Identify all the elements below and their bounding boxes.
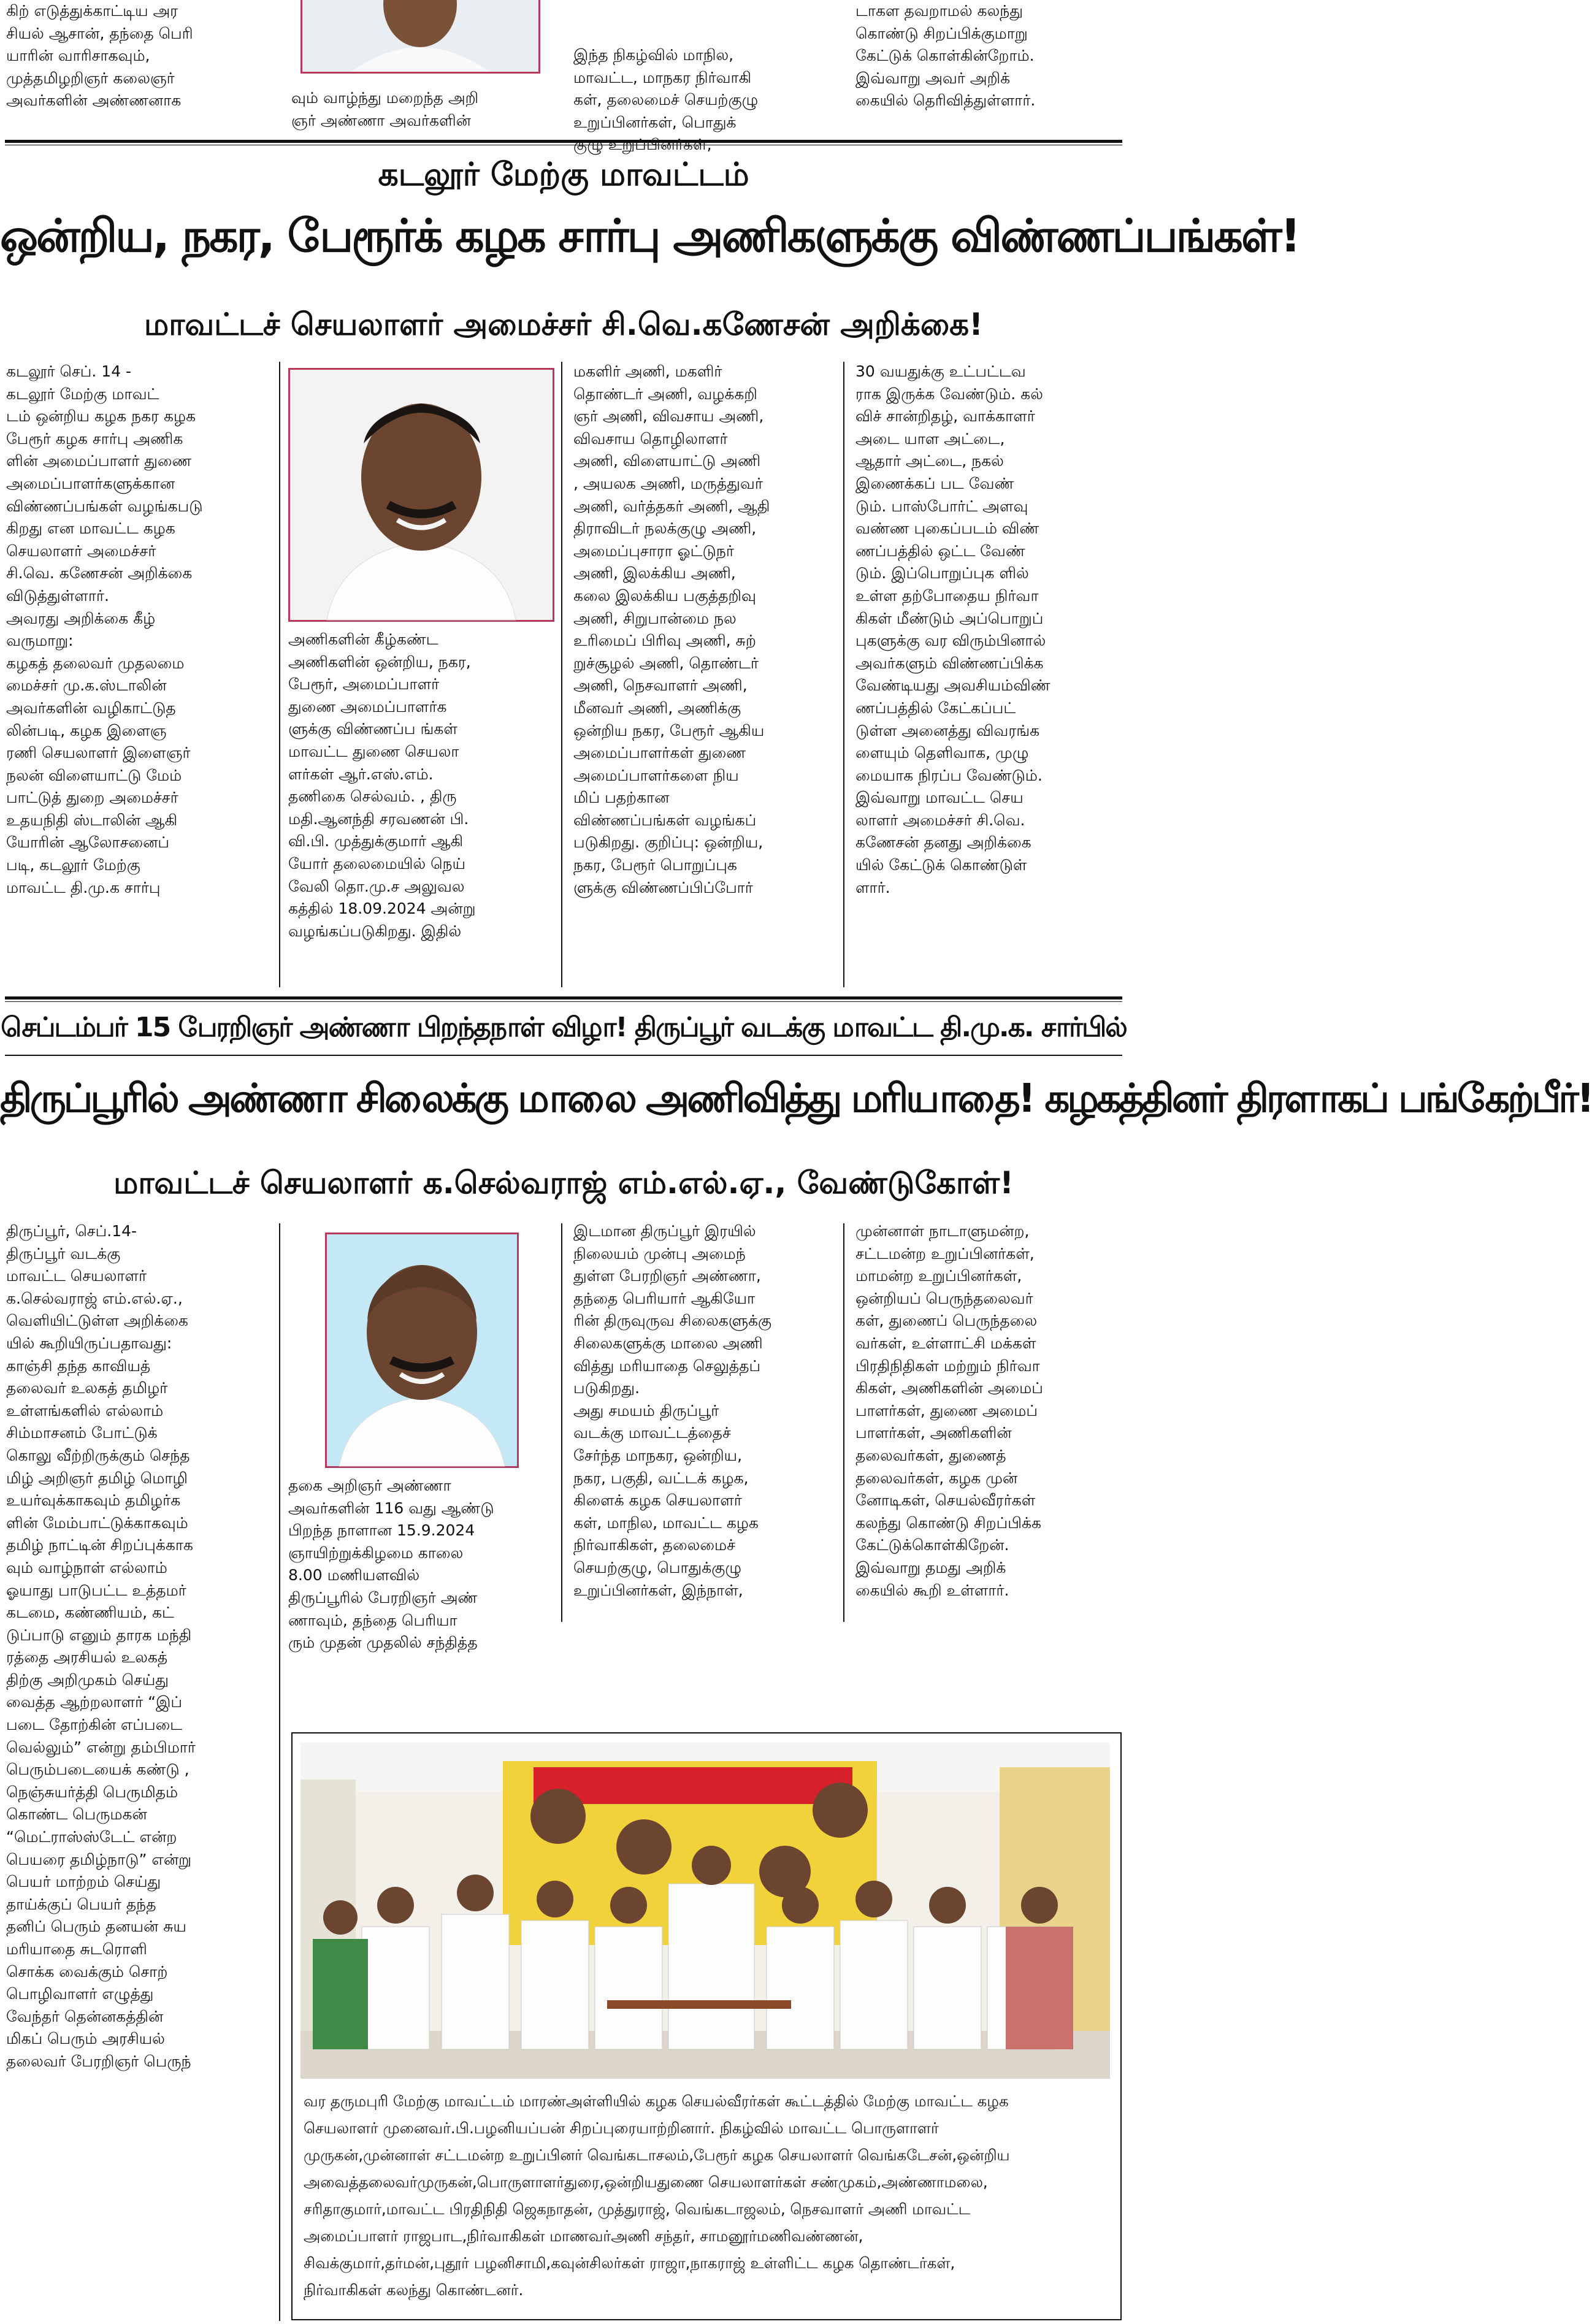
text-line: வி.பி. முத்துக்குமார் ஆகி [288,832,464,850]
article1-headline: ஒன்றிய, நகர, பேரூர்க் கழக சார்பு அணிகளுக்கு விண்ணப்பங்கள்! [0,210,1299,262]
text-line: பாட்டுத் துறை அமைச்சர் [6,789,178,807]
text-line: லாளர் அமைச்சர் சி.வெ. [855,811,1025,829]
text-line: தமிழ் நாட்டின் சிறப்புக்காக [6,1536,193,1554]
text-line: பாளர்கள், அணிகளின் [855,1424,1012,1442]
text-line: வர்கள், உள்ளாட்சி மக்கள் [855,1334,1036,1352]
text-line: வைத்த ஆற்றலாளர் “இப் [6,1693,182,1711]
text-line: யில் கூறியிருப்பதாவது: [6,1334,172,1352]
text-line: தலைவர்கள், துணைத் [855,1446,1006,1464]
text-line: அவர்களின் வழிகாட்டுத [6,698,176,717]
text-line: ஞாயிற்றுக்கிழமை காலை [288,1543,464,1562]
text-line: வேலி தொ.மு.ச அலுவல [288,877,465,895]
text-line: மகளிர் அணி, மகளிர் [573,362,722,380]
text-line: தலைவர் பேரறிஞர் பெருந் [6,2052,191,2070]
article1-kicker: கடலூர் மேற்கு மாவட்டம் [378,156,749,193]
column-rule-a1-3 [843,362,844,987]
text-line: வேந்தர் தென்னகத்தின் [6,2007,164,2025]
text-line: மீனவர் அணி, அணிக்கு [573,698,741,717]
article2-col1 [6,1220,270,2073]
text-line: ஆதார் அட்டை, நகல் [855,452,1004,470]
text-line: இவ்வாறு மாவட்ட செய [855,789,1024,807]
text-line: வும் வாழ்ந்து மறைந்த அறி [291,89,479,107]
text-line: கிகள், அணிகளின் அமைப் [855,1379,1043,1397]
text-line: கள், மாநில, மாவட்ட கழக [573,1513,759,1532]
text-line: கேட்டுக் கொள்கின்றோம். [855,47,1035,65]
text-line: வேண்டியது அவசியம்விண் [855,676,1050,695]
text-line: இணைக்கப் பட வேண் [855,474,1014,492]
text-line: நெஞ்சுயர்த்தி பெருமிதம் [6,1783,178,1801]
text-line: தணிகை செல்வம். , திரு [288,787,457,806]
text-line: மிப் பதற்கான [573,789,670,807]
text-line: ரணி செயலாளர் இளைஞர் [6,744,191,762]
text-line: கள், துணைப் பெருந்தலை [855,1312,1038,1330]
text-line: இடமான திருப்பூர் இரயில் [573,1222,756,1240]
text-line: தந்தை பெரியார் ஆகியோ [573,1289,756,1307]
text-line: ஞர் அணி, விவசாய அணி, [573,407,764,426]
column-rule-a2-2 [561,1223,562,1622]
event-photo-caption [304,2088,1107,2304]
event-photo [300,1743,1110,2079]
text-line: க.செல்வராஜ் எம்.எல்.ஏ., [6,1289,183,1307]
text-line: கையில் தெரிவித்துள்ளார். [855,91,1036,110]
text-line: றுச்சூழல் அணி, தொண்டர் [573,654,759,672]
text-line: ணாவும், தந்தை பெரியா [288,1611,457,1629]
text-line: பிறந்த நாளான 15.9.2024 [288,1521,475,1540]
text-line: சொக்க வைக்கும் சொற் [6,1962,168,1981]
text-line: பேரூர் கழக சார்பு அணிக [6,429,183,448]
text-line: காஞ்சி தந்த காவியத் [6,1356,151,1375]
article1-col4 [855,361,1119,899]
text-line: திருப்பூர், செப்.14- [6,1222,137,1240]
text-line: உள்ளங்களில் எல்லாம் [6,1401,164,1420]
text-line: அவர்களும் விண்ணப்பிக்க [855,654,1044,672]
column-rule-a2-1 [279,1223,280,2321]
text-line: ளுக்கு விண்ணப்ப ங்கள் [288,720,457,738]
text-line: மாவட்ட, மாநகர நிர்வாகி [573,68,752,86]
text-line: கேட்டுக்கொள்கிறேன். [855,1536,1009,1554]
text-line: மரியாதை சுடரொளி [6,1940,147,1958]
text-line: வும் வாழ்நாள் எல்லாம் [6,1558,167,1577]
text-line: கிளைக் கழக செயலாளர் [573,1491,742,1510]
text-line: ளர்கள் ஆர்.எஸ்.எம். [288,765,434,783]
text-line: அணிகளின் கீழ்கண்ட [288,630,438,648]
text-line: 8.00 மணியளவில் [288,1566,420,1584]
text-line: அது சமயம் திருப்பூர் [573,1401,719,1420]
text-line: ளார். [855,878,890,896]
text-line: கொண்டு சிறப்பிக்குமாறு [855,24,1028,42]
text-line: ளின் மேம்பாட்டுக்காகவும் [6,1513,188,1532]
text-line: நகர, பேரூர் பொறுப்புக [573,856,737,874]
text-line: மையாக நிரப்ப வேண்டும். [855,766,1043,784]
prev-article-photo [300,0,540,74]
text-line: லின்படி, கழக இளைஞ [6,721,167,740]
text-line: அமைப்பாளர்களை நிய [573,766,739,784]
text-line: கணேசன் தனது அறிக்கை [855,833,1031,852]
text-line: தாய்க்குப் பெயர் தந்த [6,1895,156,1913]
text-line: னோடிகள், செயல்வீரர்கள் [855,1491,1036,1510]
text-line: முன்னாள் நாடாளுமன்ற, [855,1222,1030,1240]
text-line: கத்தில் 18.09.2024 அன்று [288,900,476,918]
text-line: நிலையம் முன்பு அமைந் [573,1244,746,1263]
text-line: மதி.ஆனந்தி சரவணன் பி. [288,809,469,828]
text-line: பொழிவாளர் எழுத்து [6,1985,154,2003]
text-line: கடலூர் செப். 14 - [6,362,132,380]
text-line: அணி, விளையாட்டு அணி [573,452,761,470]
text-line: உறுப்பினர்கள், பொதுக் [573,113,737,131]
text-line: அணி, வர்த்தகர் அணி, ஆதி [573,497,770,515]
text-line: கடலூர் மேற்கு மாவட் [6,384,159,403]
text-line: பிரதிநிதிகள் மற்றும் நிர்வா [855,1356,1040,1375]
text-line: திருப்பூரில் பேரறிஞர் அண் [288,1588,478,1607]
text-line: சட்டமன்ற உறுப்பினர்கள், [855,1244,1035,1263]
text-line: மாவட்ட தி.மு.க சார்பு [6,878,161,896]
text-line: தொண்டர் அணி, வழக்கறி [573,384,757,403]
text-line: தலைவர் உலகத் தமிழர் [6,1379,168,1397]
text-line: வர தருமபுரி மேற்கு மாவட்டம் மாரண்அள்ளியில் கழக செயல்வீரர்கள் கூட்டத்தில் மேற்கு மாவட்ட கழக [304,2092,1009,2110]
text-line: நகர, பகுதி, வட்டக் கழக, [573,1469,749,1487]
text-line: சிலைகளுக்கு மாலை அணி [573,1334,763,1352]
text-line: வண்ண புகைப்படம் விண் [855,519,1039,538]
text-line: திருப்பூர் வடக்கு [6,1244,121,1263]
selvaraj-portrait [325,1233,519,1468]
text-line: இந்த நிகழ்வில் மாநில, [573,46,734,64]
text-line: படி, கடலூர் மேற்கு [6,856,140,874]
article2-col2 [288,1475,552,1654]
text-line: செயலாளர் அமைச்சர் [6,541,156,560]
text-line: மிகப் பெரும் அரசியல் [6,2030,165,2048]
text-line: ஞர் அண்ணா அவர்களின் [291,111,471,129]
text-line: ஒன்றிய நகர, பேரூர் ஆகிய [573,721,765,740]
text-line: துள்ள பேரறிஞர் அண்ணா, [573,1267,761,1285]
ganesan-portrait [288,368,554,622]
text-line: வடக்கு மாவட்டத்தைச் [573,1424,731,1442]
text-line: மைச்சர் மு.க.ஸ்டாலின் [6,676,167,695]
text-line: இவ்வாறு அவர் அறிக் [855,69,1011,87]
text-line: பெயரை தமிழ்நாடு” என்று [6,1850,191,1868]
text-line: கிகள் மீண்டும் அப்பொறுப் [855,609,1044,627]
text-line: அவர்களின் அண்ணனாக [6,91,182,110]
kicker-underline [5,1055,1122,1056]
section-divider-2 [5,996,1122,1000]
text-line: பாளர்கள், துணை அமைப் [855,1401,1038,1420]
text-line: டுப்பாடு எனும் தாரக மந்தி [6,1626,192,1644]
column-rule-a2-3 [843,1223,844,1622]
text-line: சி.வெ. கணேசன் அறிக்கை [6,564,193,583]
text-line: அமைப்புசாரா ஓட்டுநர் [573,541,734,560]
text-line: யோரின் ஆலோசனைப் [6,833,169,852]
text-line: திற்கு அறிமுகம் செய்து [6,1670,169,1689]
text-line: அடை யாள அட்டை, [855,429,1005,448]
text-line: திராவிடர் நலக்குழு அணி, [573,519,757,538]
text-line: இவ்வாறு தமது அறிக் [855,1558,1006,1577]
text-line: நிர்வாகிகள், தலைமைச் [573,1536,735,1554]
text-line: செயற்குழு, பொதுக்குழு [573,1558,741,1577]
text-line: உயர்வுக்காகவும் தமிழர்க [6,1491,181,1510]
text-line: முத்தமிழறிஞர் கலைஞர் [6,69,175,87]
text-line: அமைப்பாளர்கள் துணை [573,744,746,762]
article2-subhead: மாவட்டச் செயலாளர் க.செல்வராஜ் எம்.எல்.ஏ., வேண்டுகோள்! [113,1165,1014,1201]
text-line: நிர்வாகிகள் கலந்து கொண்டனர். [304,2281,524,2299]
article2-headline: திருப்பூரில் அண்ணா சிலைக்கு மாலை அணிவித்து மரியாதை! கழகத்தினர் திரளாகப் பங்கேற்பீர்! [0,1076,1592,1122]
text-line: ரின் திருவுருவ சிலைகளுக்கு [573,1312,772,1330]
text-line: உதயநிதி ஸ்டாலின் ஆகி [6,811,178,829]
text-line: கலை இலக்கிய பகுத்தறிவு [573,586,756,605]
text-line: அணிகளின் ஒன்றிய, நகர, [288,652,471,671]
text-line: கலந்து கொண்டு சிறப்பிக்க [855,1513,1041,1532]
text-line: 30 வயதுக்கு உட்பட்டவ [855,362,1026,380]
text-line: படுகிறது. குறிப்பு: ஒன்றிய, [573,833,763,852]
text-line: யாரின் வாரிசாகவும், [6,47,150,65]
text-line: சேர்ந்த மாநகர, ஒன்றிய, [573,1446,743,1464]
text-line: விடுத்துள்ளார். [6,586,109,605]
prev-article-col4 [855,0,1119,112]
text-line: கையில் கூறி உள்ளார். [855,1581,1009,1599]
text-line: தகை அறிஞர் அண்ணா [288,1477,451,1494]
text-line: ராக இருக்க வேண்டும். கல் [855,384,1043,403]
article1-col3 [573,361,834,899]
text-line: கடமை, கண்ணியம், கட் [6,1603,174,1622]
text-line: டுள்ள அனைத்து விவரங்க [855,721,1040,740]
text-line: ரும் முதன் முதலில் சந்தித்த [288,1634,478,1652]
text-line: தலைவர்கள், கழக முன் [855,1469,1018,1487]
text-line: ளையும் தெளிவாக, முழு [855,744,1029,762]
article2-col4 [855,1220,1119,1602]
text-line: விண்ணப்பங்கள் வழங்கபடு [6,497,203,515]
text-line: செயலாளர் முனைவர்.பி.பழனியப்பன் சிறப்புரையாற்றினார். நிகழ்வில் மாவட்ட பொருளாளர் [304,2119,939,2137]
text-line: யோர் தலைமையில் நெய் [288,854,466,873]
text-line: உறுப்பினர்கள், இந்நாள், [573,1581,743,1599]
text-line: வெளியிட்டுள்ள அறிக்கை [6,1312,188,1330]
text-line: ரத்தை அரசியல் உலகத் [6,1648,168,1667]
text-line: படை தோற்கின் எப்படை [6,1716,183,1734]
text-line: ஓயாது பாடுபட்ட உத்தமர் [6,1581,186,1599]
text-line: வெல்லும்” என்று தம்பிமார் [6,1738,196,1756]
text-line: புகளுக்கு வர விரும்பினால் [855,632,1046,650]
text-line: உரிமைப் பிரிவு அணி, சுற் [573,632,756,650]
article2-col3 [573,1220,834,1602]
text-line: டும். பாஸ்போர்ட் அளவு [855,497,1028,515]
column-rule-a1-1 [279,362,280,987]
text-line: அவர்களின் 116 வது ஆண்டு [288,1499,494,1517]
text-line: ணப்பத்தில் ஒட்ட வேண் [855,541,1025,560]
text-line: ஒன்றியப் பெருந்தலைவர் [855,1289,1033,1307]
text-line: வழங்கப்படுகிறது. இதில் [288,922,462,940]
text-line: பெரும்படையைக் கண்டு , [6,1760,189,1779]
section-divider-1 [5,140,1122,143]
text-line: பெயர் மாற்றம் செய்து [6,1873,161,1891]
text-line: துணை அமைப்பாளர்க [288,697,447,716]
text-line: மாமன்ற உறுப்பினர்கள், [855,1267,1022,1285]
text-line: மிழ் அறிஞர் தமிழ் மொழி [6,1469,188,1487]
section-divider-2-thin [5,1001,1122,1002]
text-line: விவசாய தொழிலாளர் [573,429,728,448]
text-line: ளுக்கு விண்ணப்பிப்போர் [573,878,753,896]
text-line: டம் ஒன்றிய கழக நகர கழக [6,407,196,426]
text-line: முருகன்,முன்னாள் சட்டமன்ற உறுப்பினர் வெங்கடாசலம்,பேரூர் கழக செயலாளர் வெங்கடேசன்,ஒன்றிய [304,2146,1010,2164]
text-line: கள், தலைமைச் செயற்குழு [573,91,759,109]
text-line: டும். இப்பொறுப்புக ளில் [855,564,1029,583]
article1-col1 [6,361,270,899]
text-line: சிவக்குமார்,தர்மன்,புதூர் பழனிசாமி,கவுன்சிலர்கள் ராஜா,நாகராஜ் உள்ளிட்ட கழக தொண்டர்கள், [304,2254,955,2272]
text-line: மாவட்ட துணை செயலா [288,742,459,760]
text-line: கழகத் தலைவர் முதலமை [6,654,185,672]
text-line: சிம்மாசனம் போட்டுக் [6,1424,158,1442]
text-line: ளின் அமைப்பாளர் துணை [6,452,192,470]
text-line: வித்து மரியாதை செலுத்தப் [573,1356,761,1375]
text-line: கிற் எடுத்துக்காட்டிய அர [6,2,178,20]
text-line: தனிப் பெரும் தனயன் சுய [6,1917,186,1936]
text-line: டாகள தவறாமல் கலந்து [855,2,1024,20]
text-line: “மெட்ராஸ்ஸ்டேட் என்ற [6,1828,177,1846]
text-line: வருமாறு: [6,632,74,650]
text-line: மாவட்ட செயலாளர் [6,1267,147,1285]
text-line: விச் சான்றிதழ், வாக்காளர் [855,407,1035,426]
text-line: அணி, நெசவாளர் அணி, [573,676,748,695]
text-line: சியல் ஆசான், தந்தை பெரி [6,24,193,42]
text-line: நலன் விளையாட்டு மேம் [6,766,182,784]
text-line: , அயலக அணி, மருத்துவர் [573,474,763,492]
text-line: அணி, இலக்கிய அணி, [573,564,736,583]
text-line: படுகிறது. [573,1379,640,1397]
column-rule-a1-2 [561,362,562,987]
text-line: அவைத்தலைவர்முருகன்,பொருளாளர்துரை,ஒன்றியதுணை செயலாளர்கள் சண்முகம்,அண்ணாமலை, [304,2173,988,2191]
prev-article-col2 [291,87,546,132]
article1-subhead: மாவட்டச் செயலாளர் அமைச்சர் சி.வெ.கணேசன் அறிக்கை! [144,307,983,342]
text-line: கொலு வீற்றிருக்கும் செந்த [6,1446,190,1464]
text-line: கிறது என மாவட்ட கழக [6,519,175,538]
text-line: ணப்பத்தில் கேட்கப்பட் [855,698,1016,717]
text-line: உள்ள தற்போதைய நிர்வா [855,586,1039,605]
text-line: அவரது அறிக்கை கீழ் [6,609,156,627]
text-line: விண்ணப்பங்கள் வழங்கப் [573,811,757,829]
prev-article-col1 [6,0,270,112]
text-line: பேரூர், அமைப்பாளர் [288,675,440,694]
text-line: கொண்ட பெருமகன் [6,1805,147,1824]
text-line: அமைப்பாளர்களுக்கான [6,474,175,492]
text-line: அணி, சிறுபான்மை நல [573,609,737,627]
text-line: சரிதாகுமார்,மாவட்ட பிரதிநிதி ஜெகநாதன், முத்துராஜ், வெங்கடாஜலம், நெசவாளர் அணி மாவட்ட [304,2200,971,2218]
article2-kicker: செப்டம்பர் 15 பேரறிஞர் அண்ணா பிறந்தநாள் விழா! திருப்பூர் வடக்கு மாவட்ட தி.மு.க. சார்பில் [1,1012,1127,1043]
text-line: அமைப்பாளர் ராஜபாட,நிர்வாகிகள் மாணவர்அணி சந்தர், சாமனூர்மணிவண்ணன், [304,2227,863,2245]
text-line: யில் கேட்டுக் கொண்டுள் [855,856,1027,874]
article1-col2 [288,629,552,942]
